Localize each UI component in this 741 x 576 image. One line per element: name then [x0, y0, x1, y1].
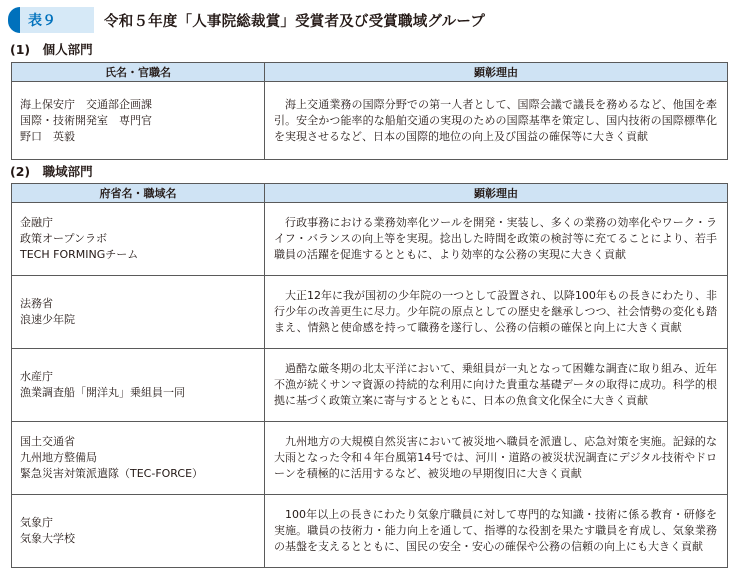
name-line: 国際・技術開発室 専門官	[20, 113, 152, 127]
individual-section-title: (1) 個人部門	[10, 42, 93, 57]
table-number-tag	[8, 7, 94, 33]
reason-cell	[265, 349, 728, 422]
reason-cell	[265, 276, 728, 349]
name-line: 九州地方整備局	[20, 451, 97, 464]
column-header-name: 府省名・職域名	[12, 184, 265, 203]
name-line: 政策オープンラボ	[20, 232, 108, 245]
reason-text: 海上交通業務の国際分野での第一人者として、国際会議で議長を務めるなど、他国を牽引。安全かつ能率的な船舶交通の実現のための国際基準を策定し、国内技術の国際標準化を実現させるなど、日本の国際的地位の向上及び国益の確保等に大きく貢献	[274, 97, 717, 143]
reason-cell	[265, 203, 728, 276]
name-line: 野口 英毅	[20, 129, 75, 143]
table-row	[12, 203, 728, 276]
column-header-name: 氏名・官職名	[12, 63, 265, 82]
table-header-row	[12, 184, 728, 203]
group-name-cell	[12, 276, 265, 349]
group-table	[11, 183, 728, 568]
name-line: TECH FORMINGチーム	[20, 248, 139, 261]
table-row	[12, 349, 728, 422]
reason-cell	[265, 82, 728, 160]
group-name-cell	[12, 349, 265, 422]
reason-text: 九州地方の大規模自然災害において被災地へ職員を派遣し、応急対策を実施。記録的な大雨となった令和４年台風第14号では、河川・道路の被災状況調査にデジタル技術やドローンを積極的に活用するなど、被災地の早期復旧に大きく貢献	[274, 435, 717, 480]
column-header-reason: 顕彰理由	[265, 63, 728, 82]
name-line: 海上保安庁 交通部企画課	[20, 97, 152, 111]
table-number: 表９	[28, 13, 56, 29]
table-row	[12, 276, 728, 349]
table-row	[12, 82, 728, 160]
group-name-cell	[12, 203, 265, 276]
name-line: 浪速少年院	[20, 313, 75, 326]
name-line: 金融庁	[20, 216, 53, 229]
individual-table	[11, 62, 728, 160]
reason-text: 過酷な厳冬期の北太平洋において、乗組員が一丸となって困難な調査に取り組み、近年不漁が続くサンマ資源の持続的な利用に向けた貴重な基礎データの取得に成功。科学的根拠に基づく政策立案に寄与するとともに、日本の魚食文化保全に大きく貢献	[274, 362, 717, 407]
name-line: 国土交通省	[20, 435, 75, 448]
name-line: 緊急災害対策派遣隊（TEC-FORCE）	[20, 467, 204, 480]
name-line: 法務省	[20, 297, 53, 310]
group-name-cell	[12, 495, 265, 568]
reason-cell	[265, 422, 728, 495]
awardee-name-cell	[12, 82, 265, 160]
group-section-title: (2) 職域部門	[10, 164, 93, 179]
table-row	[12, 422, 728, 495]
table-header-row	[12, 63, 728, 82]
name-line: 気象庁	[20, 516, 53, 529]
reason-text: 大正12年に我が国初の少年院の一つとして設置され、以降100年もの長きにわたり、非行少年の改善更生に尽力。少年院の原点としての歴史を継承しつつ、社会情勢の変化も踏まえ、情熱と使命感を持って職務を遂行し、公務の信頼の確保と向上に大きく貢献	[274, 289, 717, 334]
page-title: 令和５年度「人事院総裁賞」受賞者及び受賞職域グループ	[104, 14, 486, 30]
reason-cell	[265, 495, 728, 568]
column-header-reason: 顕彰理由	[265, 184, 728, 203]
table-row	[12, 495, 728, 568]
reason-text: 行政事務における業務効率化ツールを開発・実装し、多くの業務の効率化やワーク・ライフ・バランスの向上等を実現。捻出した時間を政策の検討等に充てることにより、若手職員の活躍を促進するとともに、より効率的な公務の実現に大きく貢献	[274, 216, 717, 261]
name-line: 漁業調査船「開洋丸」乗組員一同	[20, 386, 185, 399]
reason-text: 100年以上の長きにわたり気象庁職員に対して専門的な知識・技術に係る教育・研修を実施。職員の技術力・能力向上を通して、指導的な役割を果たす職員を育成し、気象業務の基盤を支えるとともに、国民の安全・安心の確保や公務の信頼の向上にも大きく貢献	[274, 508, 717, 553]
name-line: 水産庁	[20, 370, 53, 383]
name-line: 気象大学校	[20, 532, 75, 545]
group-name-cell	[12, 422, 265, 495]
